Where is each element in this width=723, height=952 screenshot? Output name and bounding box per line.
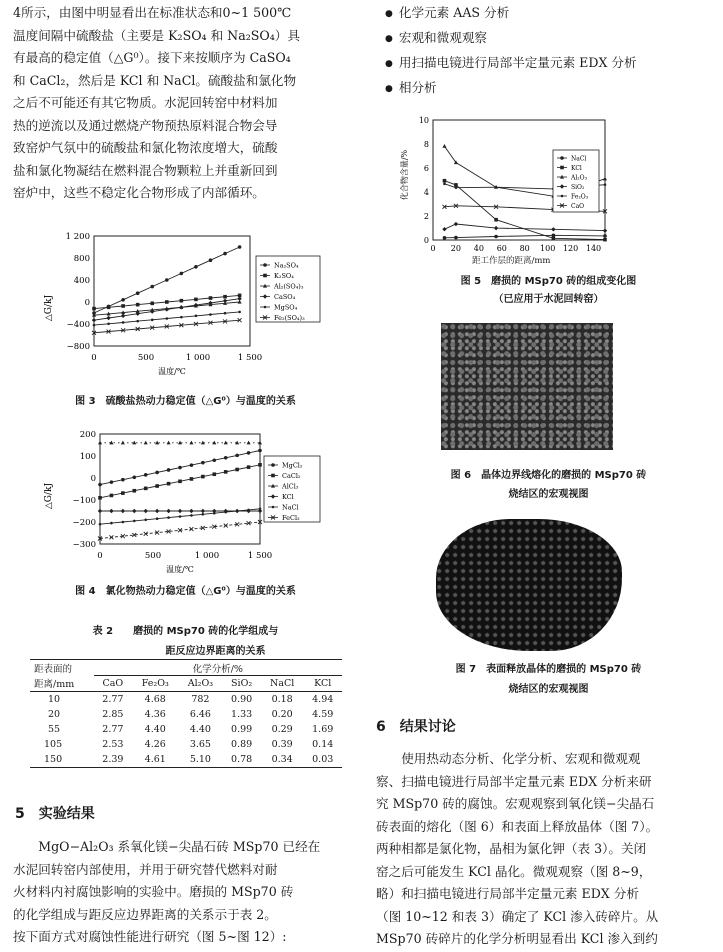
data-point <box>144 519 147 522</box>
fig3-xtick: 1 000 <box>185 353 211 363</box>
fig3-xtick: 500 <box>137 353 155 363</box>
data-point <box>144 473 148 477</box>
table-cell: 3.65 <box>189 739 211 750</box>
data-point <box>194 298 198 302</box>
table-row <box>30 752 342 768</box>
table-cell: 1.69 <box>312 724 334 735</box>
figure-3-caption: 图 3 硫酸盐热动力稳定值（△G⁰）与温度的关系 <box>75 396 296 407</box>
data-point <box>454 222 458 226</box>
fig5-ytick: 2 <box>423 212 429 221</box>
bullet-item: ● 用扫描电镜进行局部半定量元素 EDX 分析 <box>385 51 720 76</box>
table-cell: 0.18 <box>271 694 293 705</box>
intro-line: 窑炉中，这些不稳定化合物形成了内部循环。 <box>13 185 265 200</box>
table-2-col-header: KCl <box>314 678 332 689</box>
sec6-line: 略）和扫描电镜进行局部半定量元素 EDX 分析 <box>376 886 639 901</box>
figure-4-chart <box>40 426 330 576</box>
data-point <box>180 316 183 319</box>
table-cell: 2.85 <box>102 709 124 720</box>
data-point <box>258 449 262 453</box>
fig5-xtick: 20 <box>450 244 461 253</box>
data-point <box>235 454 239 458</box>
legend-marker <box>272 506 275 509</box>
table-2-col-header: Al₂O₃ <box>187 678 214 689</box>
table-cell: 4.40 <box>144 724 166 735</box>
data-point <box>166 317 169 320</box>
data-point <box>167 482 171 486</box>
fig5-xlabel: 距工作层的距离/mm <box>472 256 551 266</box>
sec6-line: 窑之后可能发生 KCl 晶化。微观观察（图 8~9， <box>376 863 652 879</box>
data-point <box>603 238 607 242</box>
data-point <box>224 511 227 514</box>
data-point <box>442 227 446 231</box>
data-point <box>603 177 607 181</box>
fig3-ytick: 1 200 <box>65 232 90 242</box>
table-row <box>30 707 342 722</box>
table-2-header-row-2 <box>30 676 342 692</box>
fig3-plot-area <box>92 245 242 335</box>
table-cell: 4.36 <box>144 709 166 720</box>
section-6-heading: 6 结果讨论 <box>376 719 456 735</box>
data-point <box>165 307 169 311</box>
fig3-ylabel: △G/kJ <box>44 294 54 322</box>
data-point <box>155 509 159 513</box>
legend-label: SiO₂ <box>571 184 585 191</box>
data-point <box>202 513 205 516</box>
data-point <box>190 463 194 467</box>
table-2-col-header: NaCl <box>270 678 295 689</box>
data-point <box>209 296 213 300</box>
data-point <box>236 510 239 513</box>
data-point <box>224 456 228 460</box>
figure-4-caption: 图 4 氯化物热动力稳定值（△G⁰）与温度的关系 <box>75 586 296 597</box>
section-6-body <box>376 748 716 951</box>
figure-7-caption-line1: 图 7 表面释放晶体的磨损的 MSp70 砖 <box>455 664 642 675</box>
table-cell: 1.33 <box>231 709 253 720</box>
data-point <box>98 496 102 500</box>
legend-label: Fe₂O₃ <box>571 193 589 201</box>
legend-marker <box>264 306 267 309</box>
data-point <box>224 312 227 315</box>
data-point <box>223 252 227 256</box>
legend-label: CaO <box>571 203 585 210</box>
data-point <box>494 235 498 239</box>
data-point <box>166 509 170 513</box>
data-point <box>132 475 136 479</box>
figure-6-caption-line1: 图 6 晶体边界线熔化的磨损的 MSp70 砖 <box>450 470 647 481</box>
figure-5-chart <box>395 110 635 260</box>
intro-paragraph <box>13 2 358 205</box>
fig5-xtick: 40 <box>473 244 484 253</box>
table-2-title-line1: 表 2 磨损的 MSp70 砖的化学组成与 <box>92 626 279 637</box>
data-point <box>165 300 169 304</box>
data-point <box>178 466 182 470</box>
data-point <box>136 291 140 295</box>
data-point <box>190 514 193 517</box>
table-2-col-header: CaO <box>102 678 124 689</box>
legend-label: CaCl₂ <box>282 472 301 480</box>
table-cell: 0.03 <box>312 754 334 765</box>
table-2 <box>30 659 342 768</box>
data-point <box>247 509 250 512</box>
series-line <box>445 224 606 231</box>
data-point <box>121 491 125 495</box>
data-point <box>443 236 447 240</box>
fig4-xticks <box>97 551 272 561</box>
fig4-xtick: 1 500 <box>247 551 273 561</box>
data-point <box>178 509 182 513</box>
legend-label: Na₂SO₄ <box>274 261 299 270</box>
fig5-xtick: 120 <box>562 244 579 253</box>
data-point <box>212 458 216 462</box>
data-point <box>167 468 171 472</box>
table-cell: 0.89 <box>231 739 253 750</box>
data-point <box>110 494 114 498</box>
data-point <box>495 186 498 189</box>
legend-label: KCl <box>282 493 294 501</box>
fig5-ytick: 4 <box>423 188 429 197</box>
legend-label: NaCl <box>571 155 587 163</box>
fig4-ytick: −300 <box>72 540 96 550</box>
fig4-ytick: −100 <box>72 496 96 506</box>
table-cell: 0.90 <box>231 694 253 705</box>
table-cell: 150 <box>44 754 63 765</box>
figure-7-photo <box>436 519 622 651</box>
table-2-dist-header: 距离/mm <box>34 679 75 691</box>
data-point <box>209 313 212 316</box>
table-cell: 4.94 <box>312 694 334 705</box>
data-point <box>223 295 227 299</box>
data-point <box>552 237 556 241</box>
table-cell: 4.59 <box>312 709 334 720</box>
fig3-legend <box>256 256 320 322</box>
intro-line: 之后不可能还有其它物质。水泥回转窑中材料加 <box>13 95 278 110</box>
figure-3-chart <box>40 228 330 378</box>
legend-marker <box>560 166 564 170</box>
data-point <box>155 484 159 488</box>
data-point <box>122 321 125 324</box>
data-point <box>121 314 125 318</box>
data-point <box>122 521 125 524</box>
fig5-legend <box>553 150 599 212</box>
section-5-body <box>13 836 358 949</box>
data-point <box>179 515 182 518</box>
legend-marker <box>271 474 275 478</box>
data-point <box>194 265 198 269</box>
data-point <box>201 509 205 513</box>
data-point <box>93 324 96 327</box>
data-point <box>167 516 170 519</box>
data-point <box>178 480 182 484</box>
fig3-ytick: 400 <box>73 276 90 286</box>
data-point <box>155 471 159 475</box>
data-point <box>110 522 113 525</box>
data-point <box>121 441 125 445</box>
table-2-group-header: 化学分析/% <box>94 660 342 676</box>
table-2-col-header: SiO₂ <box>231 678 253 689</box>
sec6-line: 究 MSp70 砖的腐蚀。宏观观察到氧化镁−尖晶石 <box>376 796 655 811</box>
legend-marker <box>263 274 267 278</box>
data-point <box>92 318 96 322</box>
data-point <box>494 218 498 222</box>
fig3-ytick: −800 <box>66 342 90 352</box>
table-cell: 2.53 <box>102 739 124 750</box>
table-cell: 4.26 <box>144 739 166 750</box>
table-2-col-header: Fe₂O₃ <box>141 678 169 689</box>
bullet-list <box>385 1 720 101</box>
data-point <box>454 236 458 240</box>
legend-label: FeCl₃ <box>282 514 300 522</box>
table-2-title-line2: 距反应边界距离的关系 <box>165 646 266 657</box>
bullet-item: ● 化学元素 AAS 分析 <box>385 1 720 26</box>
data-point <box>603 234 607 238</box>
table-2-header-row-1 <box>30 660 342 676</box>
data-point <box>136 303 140 307</box>
figure-5-caption-line1: 图 5 磨损的 MSp70 砖的组成变化图 <box>460 276 637 287</box>
fig3-xticks <box>91 353 262 363</box>
table-cell: 4.40 <box>189 724 211 735</box>
legend-label: AlCl₃ <box>282 482 299 491</box>
bullet-item: ● 相分析 <box>385 76 720 101</box>
data-point <box>235 468 239 472</box>
data-point <box>212 472 216 476</box>
legend-marker <box>561 195 564 198</box>
table-cell: 0.14 <box>312 739 334 750</box>
data-point <box>132 489 136 493</box>
data-point <box>247 451 251 455</box>
data-point <box>132 509 136 513</box>
fig5-xtick: 140 <box>585 244 602 253</box>
intro-line: 热的逆流以及通过燃烧产物预热原料混合物会导 <box>13 117 278 133</box>
sec5-line: 按下面方式对腐蚀性能进行研究（图 5~图 12）: <box>13 929 287 944</box>
sec6-line: 使用热动态分析、化学分析、宏观和微观观 <box>401 751 641 766</box>
sec5-line: 的化学组成与距反应边界距离的关系示于表 2。 <box>13 906 277 922</box>
data-point <box>443 183 446 186</box>
series-line <box>445 235 606 238</box>
legend-label: K₂SO₄ <box>274 272 294 280</box>
fig3-ytick: 0 <box>84 298 90 308</box>
legend-label: CaSO₄ <box>274 293 296 301</box>
sec5-line: MgO−Al₂O₃ 系氧化镁−尖晶石砖 MSp70 已经在 <box>38 839 321 854</box>
data-point <box>604 183 607 186</box>
table-row <box>30 737 342 752</box>
fig5-xtick: 80 <box>519 244 530 253</box>
data-point <box>455 186 458 189</box>
fig3-ytick: −400 <box>66 320 90 330</box>
legend-marker <box>263 263 267 267</box>
fig3-xlabel: 温度/℃ <box>158 367 186 376</box>
data-point <box>121 298 125 302</box>
fig4-ytick: −200 <box>72 518 96 528</box>
intro-line: 有最高的稳定值（△G⁰）。接下来按顺序为 CaSO₄ <box>13 50 291 65</box>
fig4-xtick: 1 000 <box>194 551 220 561</box>
table-row <box>30 692 342 708</box>
table-cell: 2.77 <box>102 724 124 735</box>
data-point <box>442 144 446 148</box>
legend-label: Fe₂(SO₄)₃ <box>274 314 305 322</box>
data-point <box>121 304 125 308</box>
sec6-line: 察、扫描电镜进行局部半定量元素 EDX 分析来研 <box>376 773 652 789</box>
table-cell: 0.39 <box>271 739 293 750</box>
fig3-ytick: 800 <box>73 254 90 264</box>
fig4-ytick: 0 <box>90 474 96 484</box>
data-point <box>224 470 228 474</box>
table-cell: 0.29 <box>271 724 293 735</box>
legend-label: MgCl₂ <box>282 461 303 470</box>
legend-label: Al₂(SO₄)₃ <box>274 282 304 291</box>
fig5-ylabel: 化合物含量/% <box>400 149 409 201</box>
table-2-dist-header: 距表面的 <box>34 663 73 675</box>
sec6-line: 两种相都是氯化物，晶相为氯化钾（表 3）。关闭 <box>376 841 647 856</box>
data-point <box>258 463 262 467</box>
bullet-item: ● 宏观和微观观察 <box>385 26 720 51</box>
data-point <box>494 226 498 230</box>
fig4-plot-frame <box>100 434 260 544</box>
fig4-xtick: 0 <box>97 551 103 561</box>
data-point <box>92 307 96 311</box>
section-5-heading: 5 实验结果 <box>15 806 95 822</box>
fig4-yticks <box>73 430 96 550</box>
data-point <box>106 316 110 320</box>
table-cell: 0.78 <box>231 754 253 765</box>
data-point <box>180 272 184 276</box>
fig4-ytick: 100 <box>79 452 96 462</box>
fig5-xtick: 60 <box>496 244 507 253</box>
fig5-ytick: 8 <box>423 140 429 149</box>
table-cell: 4.68 <box>144 694 166 705</box>
data-point <box>551 227 555 231</box>
fig4-ylabel: △G/kJ <box>44 482 54 510</box>
data-point <box>136 320 139 323</box>
sec6-line: （图 10~12 和表 3）确定了 KCl 渗入砖碎片。从 <box>376 908 659 924</box>
legend-marker <box>560 156 564 160</box>
table-cell: 55 <box>48 724 61 735</box>
data-point <box>259 508 262 511</box>
data-point <box>180 299 184 303</box>
table-cell: 782 <box>191 694 210 705</box>
intro-line: 致窑炉气氛中的硫酸盐和氯化物浓度增大，硫酸 <box>13 140 278 155</box>
sec5-line: 水泥回转窑内部使用，并用于研究替代燃料对耐 <box>13 861 278 877</box>
table-cell: 2.77 <box>102 694 124 705</box>
table-cell: 0.99 <box>231 724 253 735</box>
data-point <box>209 258 213 262</box>
data-point <box>201 475 205 479</box>
data-point <box>238 245 242 249</box>
fig3-xtick: 0 <box>91 353 97 363</box>
legend-label: MgSO₄ <box>274 303 298 312</box>
data-point <box>109 509 113 513</box>
fig5-ytick: 6 <box>423 164 429 173</box>
data-point <box>99 523 102 526</box>
fig5-xticks <box>430 244 601 253</box>
data-point <box>98 483 102 487</box>
figure-6-photo <box>441 323 613 450</box>
data-point <box>144 487 148 491</box>
data-point <box>238 311 241 314</box>
fig3-yticks <box>66 232 90 352</box>
data-point <box>107 322 110 325</box>
data-point <box>443 179 447 183</box>
table-cell: 2.39 <box>102 754 124 765</box>
table-cell: 5.10 <box>189 754 211 765</box>
data-point <box>107 305 111 309</box>
sec6-line: 砖表面的熔化（图 6）和表面上释放晶体（图 7）。 <box>376 818 659 834</box>
legend-label: Al₂O₃ <box>571 174 587 182</box>
data-point <box>121 509 125 513</box>
data-point <box>121 478 125 482</box>
table-cell: 0.20 <box>271 709 293 720</box>
table-cell: 0.34 <box>271 754 293 765</box>
table-row <box>30 722 342 737</box>
data-point <box>165 278 169 282</box>
table-cell: 10 <box>48 694 61 705</box>
data-point <box>454 183 458 187</box>
legend-label: KCl <box>571 165 582 172</box>
data-point <box>133 520 136 523</box>
fig4-ytick: 200 <box>79 430 96 440</box>
fig5-ytick: 10 <box>418 116 429 125</box>
figure-7-caption-line2: 烧结区的宏观视图 <box>508 684 589 695</box>
intro-line: 温度间隔中硫酸盐（主要是 K₂SO₄ 和 Na₂SO₄）具 <box>13 27 300 43</box>
data-point <box>213 512 216 515</box>
data-point <box>98 509 102 513</box>
data-point <box>195 315 198 318</box>
fig4-legend <box>264 456 320 522</box>
intro-line: 和 CaCl₂，然后是 KCl 和 NaCl。硫酸盐和氯化物 <box>13 72 297 88</box>
data-point <box>194 303 198 307</box>
fig5-ytick: 0 <box>423 236 429 245</box>
table-cell: 105 <box>44 739 63 750</box>
data-point <box>190 477 194 481</box>
table-cell: 6.46 <box>189 709 211 720</box>
data-point <box>201 461 205 465</box>
data-point <box>150 302 154 306</box>
figure-5-caption-line2: （已应用于水泥回转窑） <box>493 294 604 305</box>
data-point <box>603 228 607 232</box>
data-point <box>110 480 114 484</box>
data-point <box>247 465 251 469</box>
fig4-xlabel: 温度/℃ <box>166 565 194 574</box>
data-point <box>189 509 193 513</box>
legend-marker <box>271 463 275 467</box>
data-point <box>144 509 148 513</box>
table-cell: 4.61 <box>144 754 166 765</box>
data-point <box>223 299 227 303</box>
fig5-xtick: 100 <box>540 244 556 253</box>
intro-line: 盐和氯化物凝结在燃料混合物颗粒上并重新回到 <box>13 162 278 178</box>
data-point <box>144 441 148 445</box>
data-point <box>151 319 154 322</box>
fig3-xtick: 1 500 <box>237 353 263 363</box>
sec6-line: MSp70 砖碎片的化学分析明显看出 KCl 渗入到约 <box>376 931 658 946</box>
data-point <box>156 517 159 520</box>
legend-label: NaCl <box>282 503 299 512</box>
fig4-xtick: 500 <box>144 551 162 561</box>
figure-6-caption-line2: 烧结区的宏观视图 <box>508 489 589 500</box>
fig4-plot-area <box>98 441 262 541</box>
fig5-yticks <box>419 116 429 245</box>
fig5-xtick: 0 <box>430 244 436 253</box>
data-point <box>150 285 154 289</box>
data-point <box>167 441 171 445</box>
table-cell: 20 <box>48 709 61 720</box>
sec5-line: 火材料内衬腐蚀影响的实验中。磨损的 MSp70 砖 <box>13 884 294 899</box>
intro-line: 4所示，由图中明显看出在标准状态和0~1 500℃ <box>13 5 292 20</box>
